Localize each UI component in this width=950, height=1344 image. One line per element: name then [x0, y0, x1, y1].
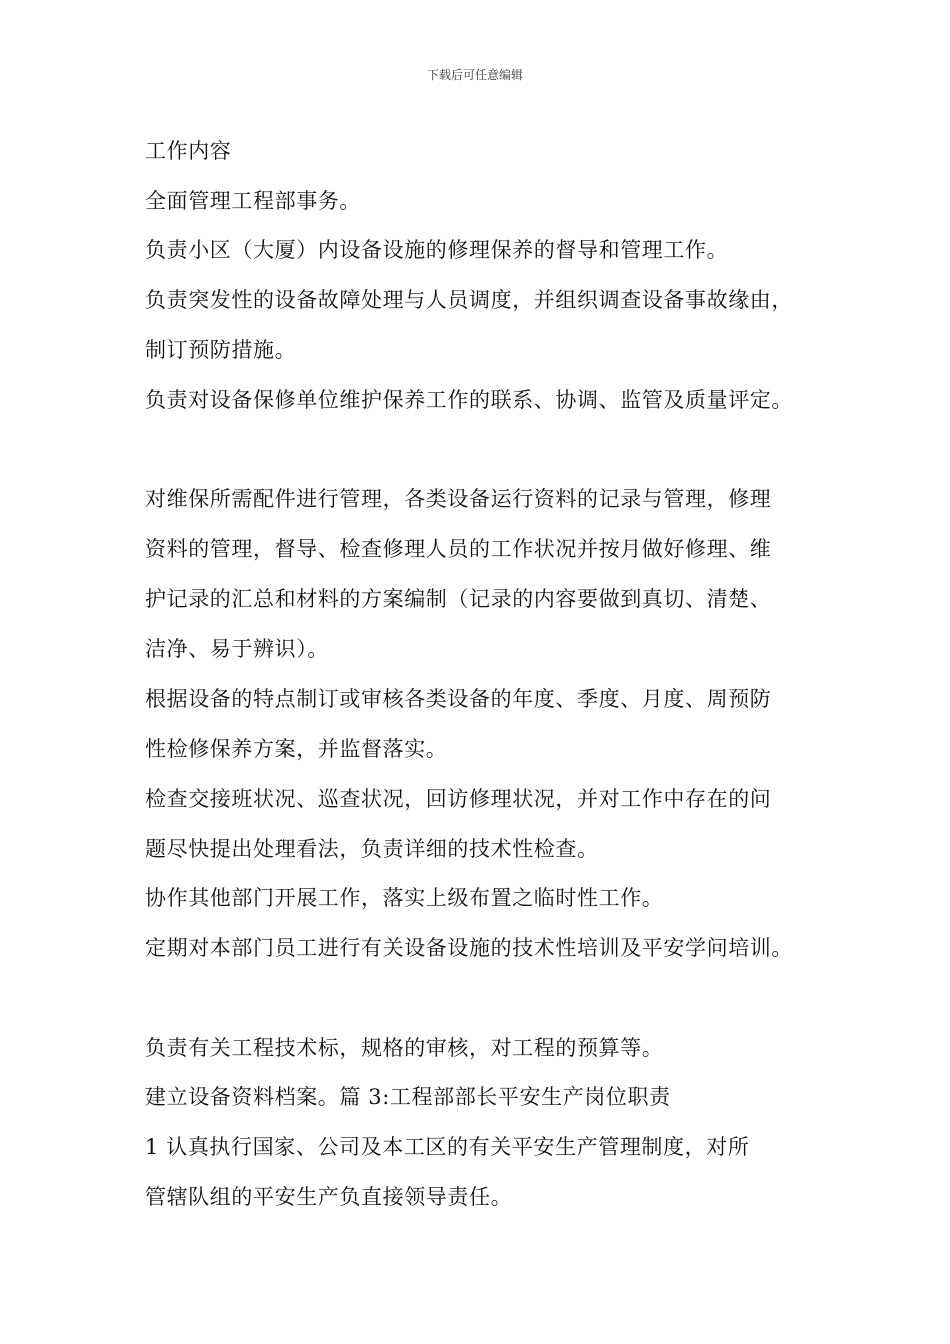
duty-item: 检查交接班状况、巡查状况，回访修理状况，并对工作中存在的问 [145, 787, 772, 811]
duty-item: 负责对设备保修单位维护保养工作的联系、协调、监管及质量评定。 [145, 388, 793, 412]
duty-item-continuation: 洁净、易于辨识）。 [145, 637, 329, 661]
section-title: 工作内容 [145, 139, 232, 163]
duty-item-continuation: 护记录的汇总和材料的方案编制（记录的内容要做到真切、清楚、 [145, 587, 772, 611]
duty-item-continuation: 性检修保养方案，并监督落实。 [145, 737, 448, 761]
page-header: 下载后可任意编辑 [426, 68, 523, 82]
duty-item: 定期对本部门员工进行有关设备设施的技术性培训及平安学问培训。 [145, 936, 793, 960]
duty-item: 负责小区（大厦）内设备设施的修理保养的督导和管理工作。 [145, 238, 729, 262]
duty-item: 负责突发性的设备故障处理与人员调度，并组织调查设备事故缘由， [145, 288, 793, 312]
duty-item: 建立设备资料档案。篇 3:工程部部长平安生产岗位职责 [145, 1085, 671, 1109]
responsibility-item: 1 认真执行国家、公司及本工区的有关平安生产管理制度，对所 [145, 1135, 750, 1159]
responsibility-item-continuation: 管辖队组的平安生产负直接领导责任。 [145, 1185, 513, 1209]
duty-item: 根据设备的特点制订或审核各类设备的年度、季度、月度、周预防 [145, 687, 772, 711]
duty-item: 对维保所需配件进行管理，各类设备运行资料的记录与管理，修理 [145, 487, 772, 511]
duty-item: 协作其他部门开展工作，落实上级布置之临时性工作。 [145, 886, 664, 910]
duty-item-continuation: 制订预防措施。 [145, 338, 297, 362]
duty-item-continuation: 题尽快提出处理看法，负责详细的技术性检查。 [145, 837, 599, 861]
duty-item: 负责有关工程技术标，规格的审核，对工程的预算等。 [145, 1036, 664, 1060]
duty-item-continuation: 资料的管理，督导、检查修理人员的工作状况并按月做好修理、维 [145, 537, 772, 561]
duty-item: 全面管理工程部事务。 [145, 189, 361, 213]
